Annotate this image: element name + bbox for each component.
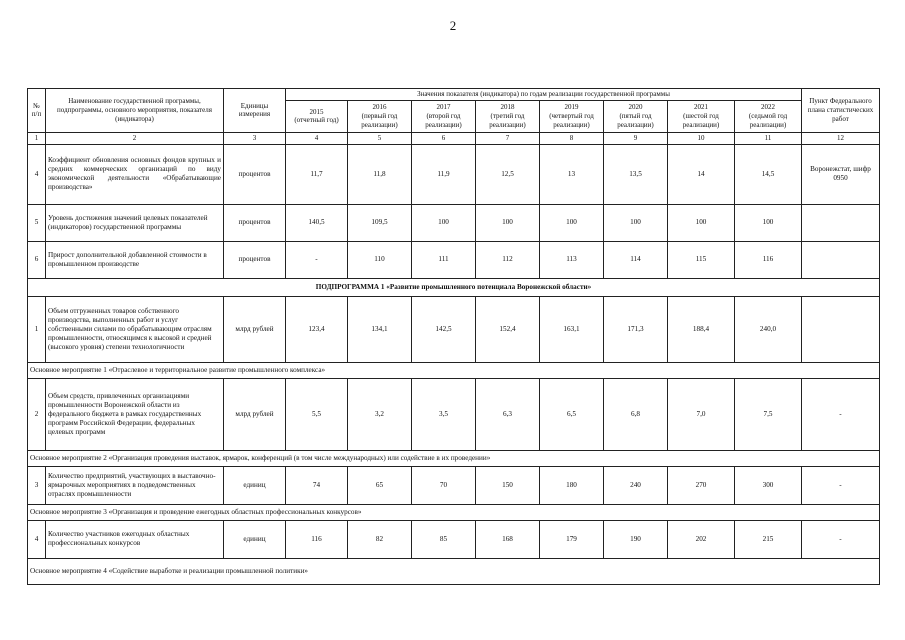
table-row [28, 204, 880, 241]
column-number: 3 [224, 132, 286, 144]
row-value: 100 [735, 204, 802, 241]
row-value: 6,3 [476, 378, 540, 450]
column-number: 7 [476, 132, 540, 144]
column-number: 1 [28, 132, 46, 144]
column-number: 9 [604, 132, 668, 144]
row-value: 300 [735, 466, 802, 504]
row-value: 100 [412, 204, 476, 241]
row-value: 240,0 [735, 296, 802, 362]
table-row [28, 144, 880, 204]
row-value: 82 [348, 520, 412, 558]
header-year-cell: 2018 (третий год реализации) [476, 100, 540, 132]
row-value: 202 [668, 520, 735, 558]
row-num: 6 [28, 241, 46, 278]
row-value: 123,4 [286, 296, 348, 362]
header-year-cell: 2019 (четвертый год реализации) [540, 100, 604, 132]
row-value: 13,5 [604, 144, 668, 204]
row-value: 215 [735, 520, 802, 558]
table-row [28, 520, 880, 558]
row-value: 100 [604, 204, 668, 241]
row-value: 190 [604, 520, 668, 558]
row-value: 179 [540, 520, 604, 558]
header-year-cell: 2015 (отчетный год) [286, 100, 348, 132]
row-value: 5,5 [286, 378, 348, 450]
row-value: 188,4 [668, 296, 735, 362]
row-value: 7,5 [735, 378, 802, 450]
header-plan: Пункт Федерального плана статистических работ [802, 89, 880, 133]
measure-heading: Основное мероприятие 1 «Отраслевое и территориальное развитие промышленного комплекса» [28, 362, 880, 378]
row-value: 152,4 [476, 296, 540, 362]
column-number: 5 [348, 132, 412, 144]
row-num: 3 [28, 466, 46, 504]
row-plan: Воронежстат, шифр 0950 [802, 144, 880, 204]
row-value: 171,3 [604, 296, 668, 362]
row-value: 140,5 [286, 204, 348, 241]
row-value: 180 [540, 466, 604, 504]
row-unit: процентов [224, 204, 286, 241]
row-value: 116 [286, 520, 348, 558]
row-name: Объем средств, привлеченных организациями промышленности Воронежской области из федерального бюджета в рамках государственных программ Российской Федерации, федеральных целевых программ [46, 378, 224, 450]
row-unit: единиц [224, 520, 286, 558]
row-value: 14,5 [735, 144, 802, 204]
header-year-cell: 2017 (второй год реализации) [412, 100, 476, 132]
row-value: 270 [668, 466, 735, 504]
row-value: 115 [668, 241, 735, 278]
column-number: 6 [412, 132, 476, 144]
column-number-row [28, 132, 880, 144]
table-row [28, 378, 880, 450]
header-year-cell: 2021 (шестой год реализации) [668, 100, 735, 132]
header-year-cell: 2016 (первый год реализации) [348, 100, 412, 132]
row-plan: - [802, 520, 880, 558]
table-row [28, 241, 880, 278]
row-num: 4 [28, 144, 46, 204]
row-unit: процентов [224, 144, 286, 204]
row-name: Прирост дополнительной добавленной стоимости в промышленном производстве [46, 241, 224, 278]
row-unit: млрд рублей [224, 296, 286, 362]
row-value: 100 [668, 204, 735, 241]
measure-heading: Основное мероприятие 4 «Содействие выработке и реализации промышленной политики» [28, 558, 880, 584]
row-value: 150 [476, 466, 540, 504]
row-value: 113 [540, 241, 604, 278]
row-name: Объем отгруженных товаров собственного производства, выполненных работ и услуг собственными силами по обрабатывающим отраслям промышленности, относящимся к высокой и средней (высокого уровня) степени технологичности [46, 296, 224, 362]
column-number: 12 [802, 132, 880, 144]
row-value: 111 [412, 241, 476, 278]
row-value: 134,1 [348, 296, 412, 362]
row-value: 240 [604, 466, 668, 504]
header-unit: Единицы измерения [224, 89, 286, 133]
header-name: Наименование государственной программы, подпрограммы, основного мероприятия, показателя (индикатора) [46, 89, 224, 133]
column-number: 2 [46, 132, 224, 144]
row-value: 3,2 [348, 378, 412, 450]
column-number: 11 [735, 132, 802, 144]
row-value: 168 [476, 520, 540, 558]
row-value: 11,8 [348, 144, 412, 204]
row-name: Уровень достижения значений целевых показателей (индикаторов) государственной программы [46, 204, 224, 241]
row-value: 7,0 [668, 378, 735, 450]
header-year-cell: 2022 (седьмой год реализации) [735, 100, 802, 132]
row-value: 100 [476, 204, 540, 241]
row-plan [802, 241, 880, 278]
row-value: 11,7 [286, 144, 348, 204]
row-unit: единиц [224, 466, 286, 504]
row-value: 100 [540, 204, 604, 241]
page-number: 2 [449, 18, 457, 33]
measure-heading: Основное мероприятие 2 «Организация проведения выставок, ярмарок, конференций (в том числе международных) или содействие в их проведении» [28, 450, 880, 466]
row-unit: млрд рублей [224, 378, 286, 450]
row-value: 70 [412, 466, 476, 504]
measure-heading: Основное мероприятие 3 «Организация и проведение ежегодных областных профессиональных конкурсов» [28, 504, 880, 520]
row-value: 112 [476, 241, 540, 278]
row-value: - [286, 241, 348, 278]
row-value: 114 [604, 241, 668, 278]
row-value: 14 [668, 144, 735, 204]
column-number: 4 [286, 132, 348, 144]
table-row [28, 466, 880, 504]
row-unit: процентов [224, 241, 286, 278]
row-value: 11,9 [412, 144, 476, 204]
header-year-cell: 2020 (пятый год реализации) [604, 100, 668, 132]
row-value: 142,5 [412, 296, 476, 362]
subprogram-title: ПОДПРОГРАММА 1 «Развитие промышленного потенциала Воронежской области» [28, 278, 880, 296]
row-value: 74 [286, 466, 348, 504]
row-value: 85 [412, 520, 476, 558]
row-value: 12,5 [476, 144, 540, 204]
row-plan [802, 296, 880, 362]
row-value: 110 [348, 241, 412, 278]
row-value: 3,5 [412, 378, 476, 450]
row-plan [802, 204, 880, 241]
row-num: 2 [28, 378, 46, 450]
row-value: 13 [540, 144, 604, 204]
table-row [28, 296, 880, 362]
header-values: Значения показателя (индикатора) по годам реализации государственной программы [286, 89, 802, 101]
row-num: 4 [28, 520, 46, 558]
row-value: 163,1 [540, 296, 604, 362]
row-plan: - [802, 466, 880, 504]
row-value: 6,5 [540, 378, 604, 450]
row-name: Количество участников ежегодных областных профессиональных конкурсов [46, 520, 224, 558]
row-name: Количество предприятий, участвующих в выставочно-ярмарочных мероприятиях в подведомственных отраслях промышленности [46, 466, 224, 504]
row-num: 5 [28, 204, 46, 241]
indicator-table [27, 88, 880, 585]
row-value: 6,8 [604, 378, 668, 450]
column-number: 10 [668, 132, 735, 144]
row-value: 65 [348, 466, 412, 504]
row-value: 109,5 [348, 204, 412, 241]
row-num: 1 [28, 296, 46, 362]
row-plan: - [802, 378, 880, 450]
row-value: 116 [735, 241, 802, 278]
row-name: Коэффициент обновления основных фондов крупных и средних коммерческих организаций по виду экономической деятельности «Обрабатывающие производства» [46, 144, 224, 204]
column-number: 8 [540, 132, 604, 144]
header-num: № п/п [28, 89, 46, 133]
